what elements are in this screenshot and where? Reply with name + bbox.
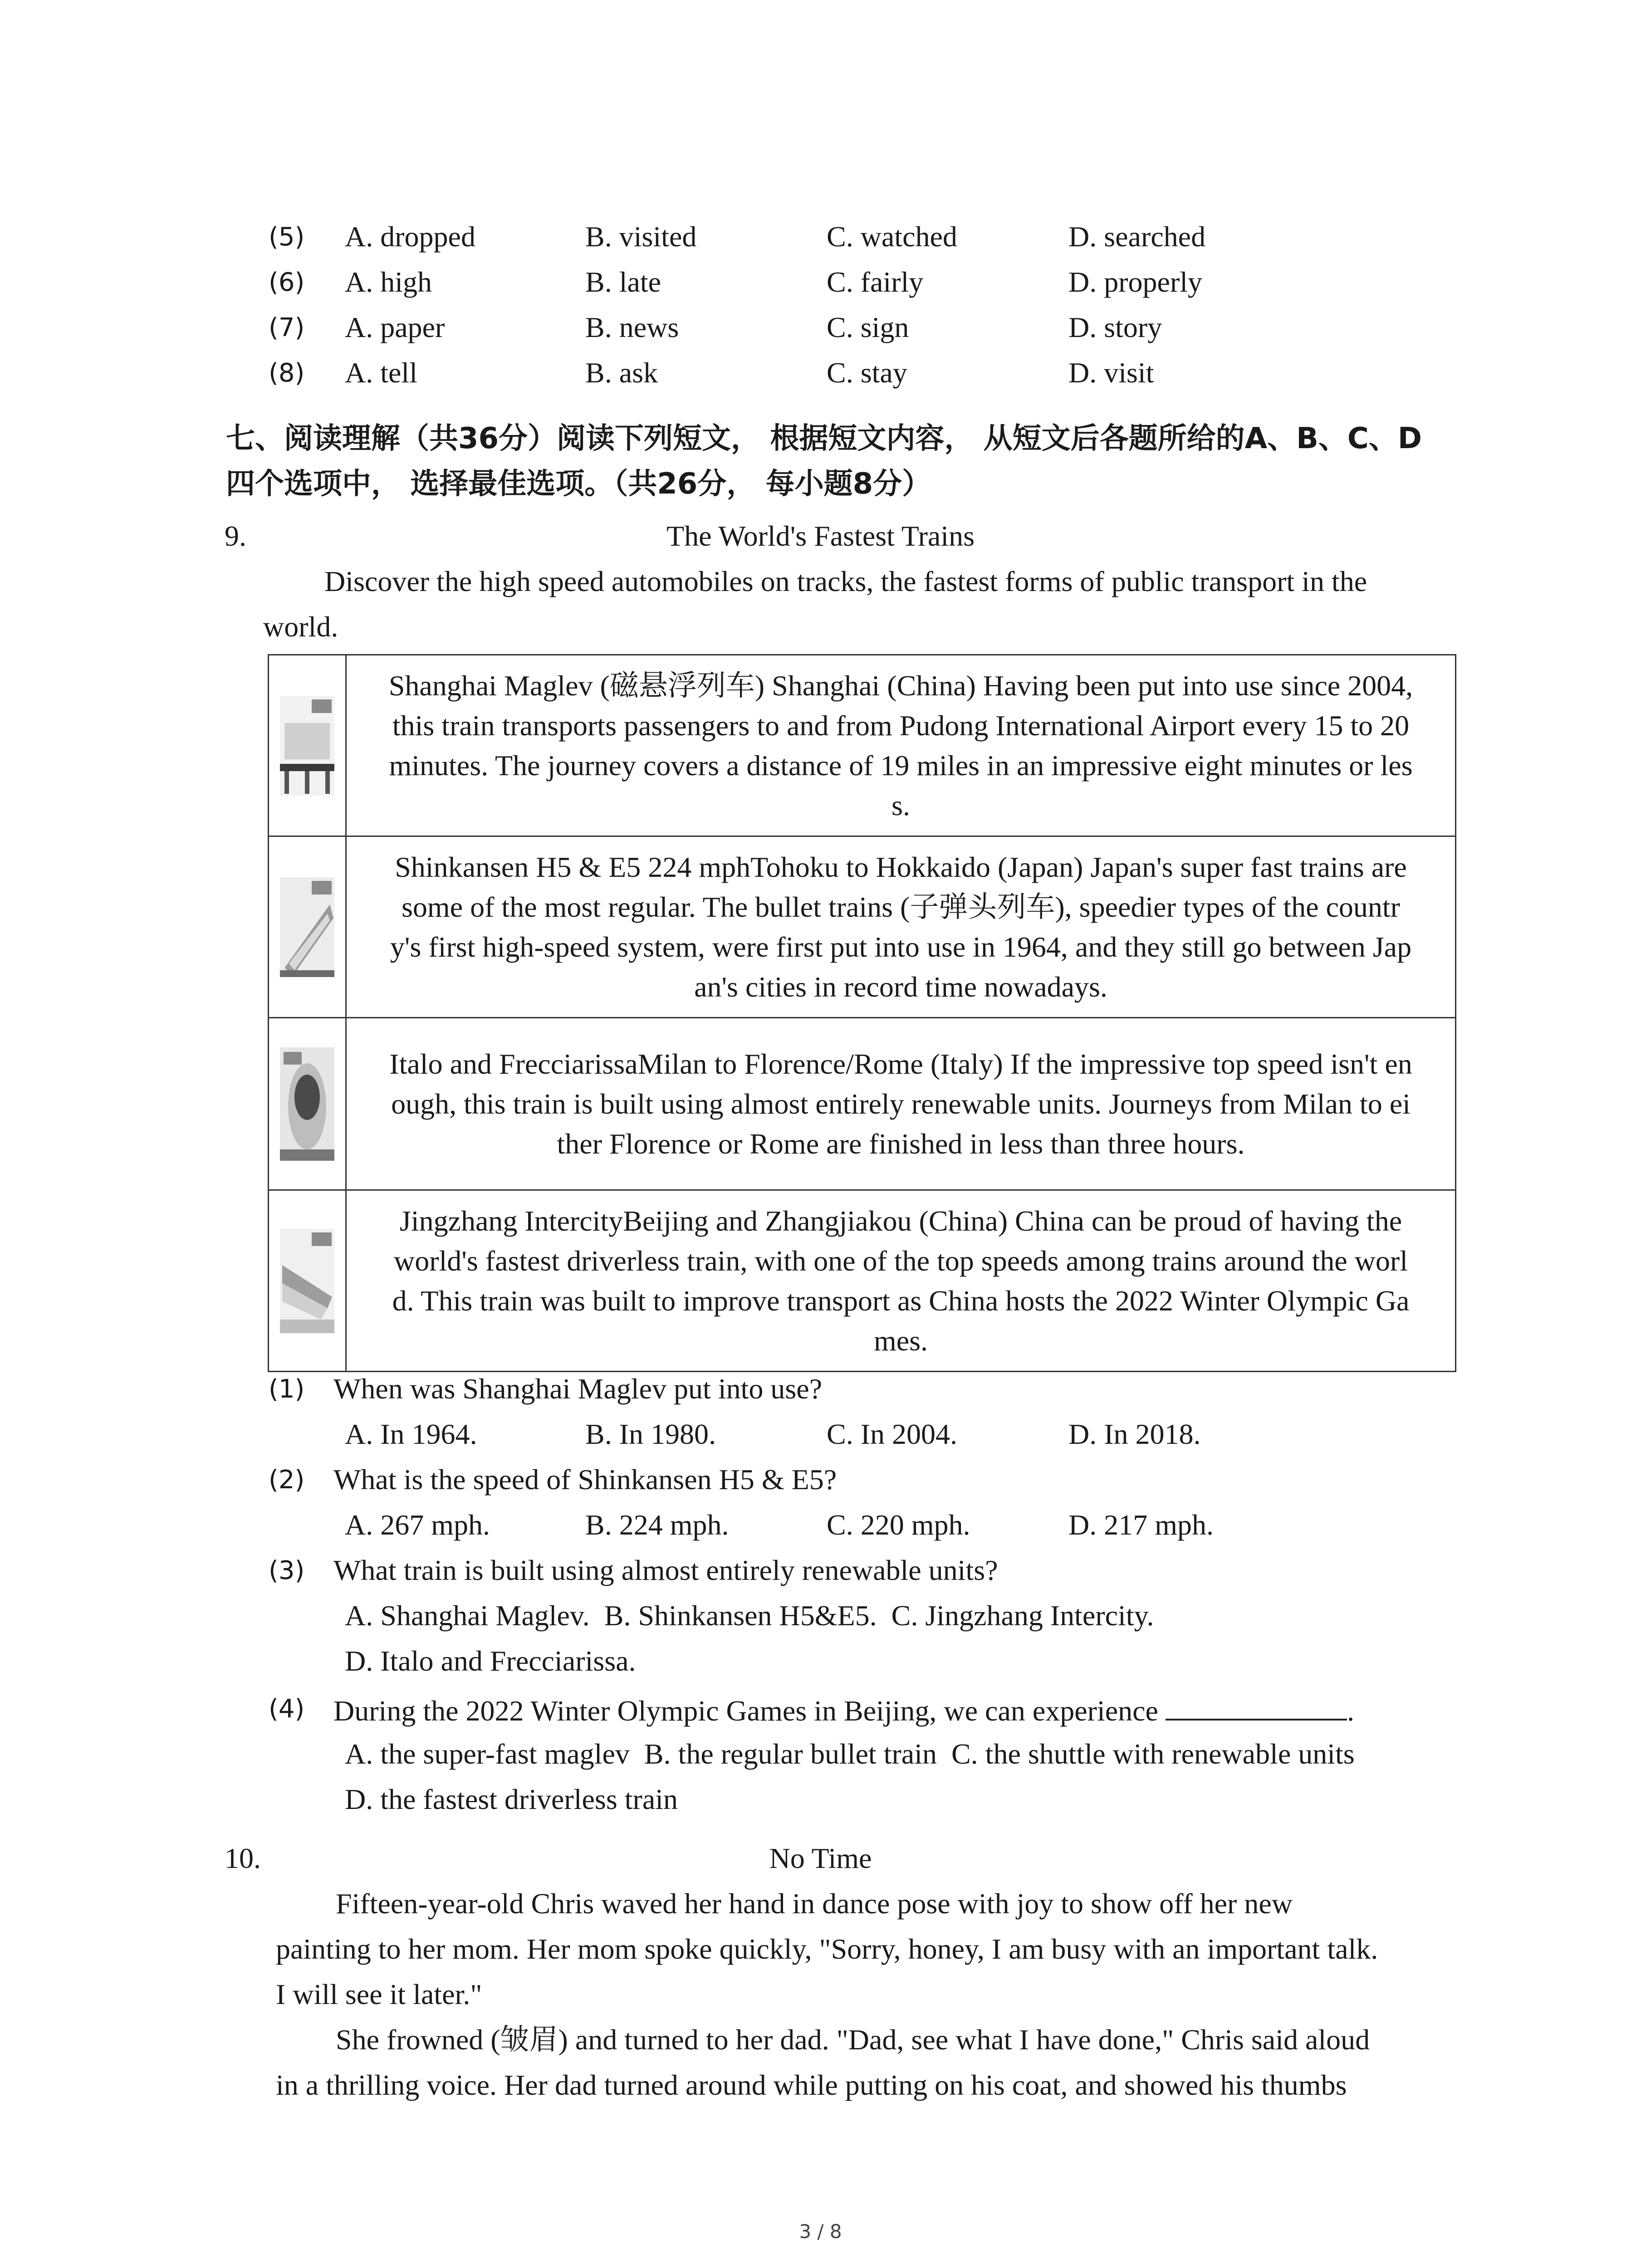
option-c: C. fairly <box>827 266 924 298</box>
question-number: (1) <box>269 1374 305 1404</box>
passage-line: She frowned (皱眉) and turned to her dad. "Dad, see what I have done," Chris said aloud <box>336 2024 1370 2056</box>
question-number: (8) <box>269 358 305 388</box>
table-row <box>269 1190 1456 1372</box>
question-stem: What train is built using almost entirely renewable units? <box>333 1554 998 1586</box>
question-number: (5) <box>269 222 305 252</box>
table-row <box>269 1018 1456 1190</box>
train-description: Shinkansen H5 & E5 224 mphTohoku to Hokkaido (Japan) Japan's super fast trains are some of the most regular. The bullet trains (子弹头列车), speedier types of the countr y's first high-speed system, were first put into use in 1964, and they still go between Jap an's cities in record time nowadays. <box>346 836 1456 1018</box>
option-c: C. In 2004. <box>827 1418 957 1450</box>
question-number: (2) <box>269 1465 305 1495</box>
maglev-train-image <box>280 696 334 796</box>
options-line: A. Shanghai Maglev. B. Shinkansen H5&E5. C. Jingzhang Intercity. <box>345 1599 1154 1632</box>
option-b: B. ask <box>585 357 658 389</box>
train-description: Jingzhang IntercityBeijing and Zhangjiakou (China) China can be proud of having the world's fastest driverless train, with one of the top speeds among trains around the worl d. This train was built to improve transport as China hosts the 2022 Winter Olympic Ga mes. <box>346 1190 1456 1372</box>
passage-title: No Time <box>769 1842 872 1874</box>
passage-number: 9. <box>225 520 246 552</box>
option-b: B. In 1980. <box>585 1418 716 1450</box>
train-description: Shanghai Maglev (磁悬浮列车) Shanghai (China) Having been put into use since 2004, this train transports passengers to and from Pudong International Airport every 15 to 20 minutes. The journey covers a distance of 19 miles in an impressive eight minutes or les s. <box>346 655 1456 836</box>
question-number: (7) <box>269 313 305 342</box>
option-d: D. Italo and Frecciarissa. <box>345 1645 636 1677</box>
passage-line: painting to her mom. Her mom spoke quickly, "Sorry, honey, I am busy with an important talk. <box>276 1933 1378 1965</box>
table-row <box>269 655 1456 836</box>
question-stem: When was Shanghai Maglev put into use? <box>333 1373 823 1405</box>
jingzhang-train-image <box>280 1229 334 1333</box>
option-a: A. dropped <box>345 220 475 253</box>
option-b: B. 224 mph. <box>585 1509 729 1541</box>
option-d: D. 217 mph. <box>1068 1509 1214 1541</box>
option-a: A. In 1964. <box>345 1418 477 1450</box>
train-image-cell <box>269 1018 346 1190</box>
train-image-cell <box>269 836 346 1018</box>
question-number: (4) <box>269 1694 305 1724</box>
option-c: C. sign <box>827 311 909 343</box>
option-c: C. 220 mph. <box>827 1509 970 1541</box>
option-c: C. watched <box>827 220 957 253</box>
section-heading-line2: 四个选项中， 选择最佳选项。（共26分， 每小题8分） <box>226 467 931 501</box>
option-d: D. properly <box>1068 266 1203 298</box>
passage-line: Fifteen-year-old Chris waved her hand in dance pose with joy to show off her new <box>336 1887 1293 1920</box>
option-a: A. 267 mph. <box>345 1509 490 1541</box>
trains-table <box>268 654 1456 1372</box>
option-b: B. news <box>585 311 679 343</box>
passage-intro-line2: world. <box>263 611 338 643</box>
section-heading-line1: 七、阅读理解（共36分）阅读下列短文， 根据短文内容， 从短文后各题所给的A、B、C、D <box>226 422 1422 455</box>
passage-line: in a thrilling voice. Her dad turned around while putting on his coat, and showed his thumbs <box>276 2069 1347 2101</box>
question-stem-line <box>333 1694 1354 1725</box>
passage-number: 10. <box>225 1842 261 1874</box>
option-d: D. the fastest driverless train <box>345 1783 678 1815</box>
train-description: Italo and FrecciarissaMilan to Florence/Rome (Italy) If the impressive top speed isn't en ough, this train is built using almost entirely renewable units. Journeys from Milan to ei ther Florence or Rome are finished in less than three hours. <box>346 1018 1456 1190</box>
passage-intro-line1: Discover the high speed automobiles on tracks, the fastest forms of public transport in the <box>324 565 1367 597</box>
option-a: A. paper <box>345 311 445 343</box>
question-stem-end: . <box>1347 1695 1354 1727</box>
option-d: D. story <box>1068 311 1162 343</box>
option-d: D. searched <box>1068 220 1206 253</box>
shinkansen-train-image <box>280 877 334 977</box>
passage-title: The World's Fastest Trains <box>666 520 975 552</box>
passage-line: I will see it later." <box>276 1978 482 2010</box>
question-number: (6) <box>269 268 305 297</box>
table-row <box>269 836 1456 1018</box>
option-d: D. visit <box>1068 357 1154 389</box>
question-stem: During the 2022 Winter Olympic Games in Beijing, we can experience <box>333 1695 1158 1727</box>
option-a: A. high <box>345 266 432 298</box>
answer-blank <box>1166 1694 1347 1721</box>
option-a: A. tell <box>345 357 417 389</box>
page-number: 3 / 8 <box>799 2220 842 2243</box>
train-image-cell <box>269 1190 346 1372</box>
question-stem: What is the speed of Shinkansen H5 & E5? <box>333 1463 837 1496</box>
train-image-cell <box>269 655 346 836</box>
option-b: B. visited <box>585 220 697 253</box>
options-line: A. the super-fast maglev B. the regular bullet train C. the shuttle with renewable units <box>345 1738 1355 1770</box>
option-c: C. stay <box>827 357 907 389</box>
option-b: B. late <box>585 266 661 298</box>
question-number: (3) <box>269 1556 305 1585</box>
italo-train-image <box>280 1047 334 1161</box>
option-d: D. In 2018. <box>1068 1418 1201 1450</box>
